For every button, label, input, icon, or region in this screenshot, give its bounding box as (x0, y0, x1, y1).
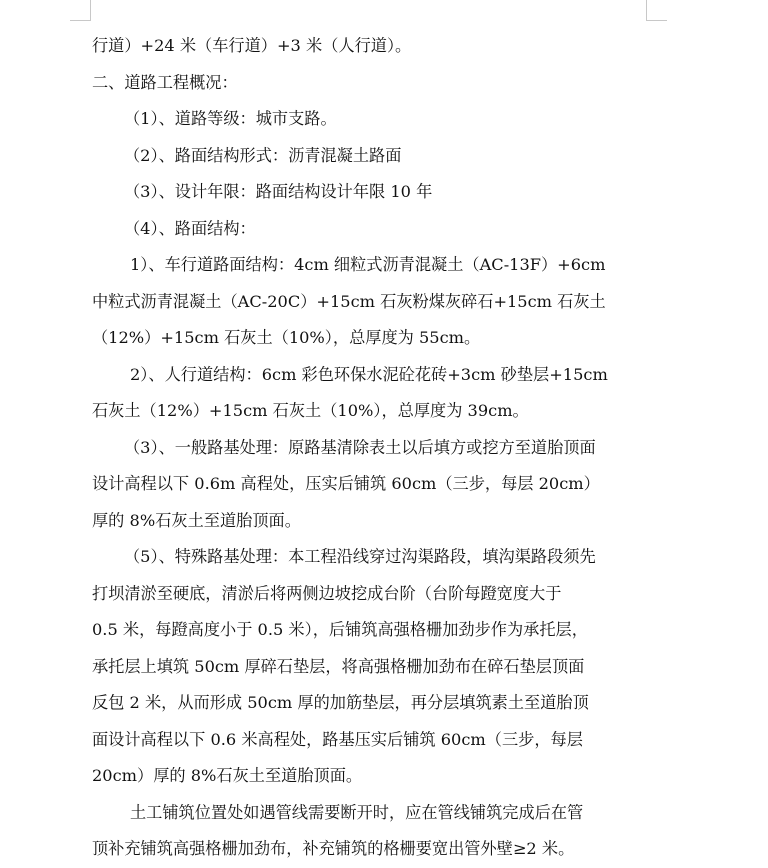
text-line: 土工铺筑位置处如遇管线需要断开时，应在管线铺筑完成后在管 (130, 802, 584, 822)
text-line: 面设计高程以下 0.6 米高程处，路基压实后铺筑 60cm（三步，每层 (92, 729, 583, 749)
document-body (92, 28, 662, 868)
text-line: 1）、车行道路面结构：4cm 细粒式沥青混凝土（AC-13F）+6cm (130, 255, 606, 274)
text-line: 0.5 米，每蹬高度小于 0.5 米），后铺筑高强格栅加劲步作为承托层， (92, 620, 588, 639)
text-line: （3）、设计年限：路面结构设计年限 10 年 (124, 182, 433, 201)
text-line: 行道）+24 米（车行道）+3 米（人行道）。 (92, 36, 412, 55)
text-line: 20cm）厚的 8%石灰土至道胎顶面。 (92, 766, 363, 785)
crop-mark-top-left (70, 0, 91, 21)
crop-mark-top-right (646, 0, 667, 21)
text-line: （4）、路面结构： (124, 218, 256, 238)
text-line: （5）、特殊路基处理：本工程沿线穿过沟渠路段，填沟渠路段须先 (124, 547, 596, 566)
text-line: 设计高程以下 0.6m 高程处，压实后铺筑 60cm（三步，每层 20cm） (92, 474, 600, 493)
text-line: （12%）+15cm 石灰土（10%），总厚度为 55cm。 (92, 328, 481, 347)
text-line: 承托层上填筑 50cm 厚碎石垫层，将高强格栅加劲布在碎石垫层顶面 (92, 656, 585, 676)
text-line: 厚的 8%石灰土至道胎顶面。 (92, 510, 301, 530)
text-line: （2）、路面结构形式：沥青混凝土路面 (124, 145, 402, 165)
text-line: 顶补充铺筑高强格栅加劲布，补充铺筑的格栅要宽出管外壁≥2 米。 (92, 839, 575, 858)
text-line: 2）、人行道结构：6cm 彩色环保水泥砼花砖+3cm 砂垫层+15cm (130, 364, 608, 384)
section-heading: 二、道路工程概况： (92, 72, 238, 92)
text-line: （3）、一般路基处理：原路基清除表土以后填方或挖方至道胎顶面 (124, 437, 596, 457)
text-line: 中粒式沥青混凝土（AC-20C）+15cm 石灰粉煤灰碎石+15cm 石灰土 (92, 291, 606, 311)
text-line: 反包 2 米，从而形成 50cm 厚的加筋垫层，再分层填筑素土至道胎顶 (92, 693, 589, 712)
text-line: （1）、道路等级：城市支路。 (124, 109, 337, 128)
text-line: 打坝清淤至硬底，清淤后将两侧边坡挖成台阶（台阶每蹬宽度大于 (92, 583, 562, 603)
text-line: 石灰土（12%）+15cm 石灰土（10%），总厚度为 39cm。 (92, 401, 529, 420)
